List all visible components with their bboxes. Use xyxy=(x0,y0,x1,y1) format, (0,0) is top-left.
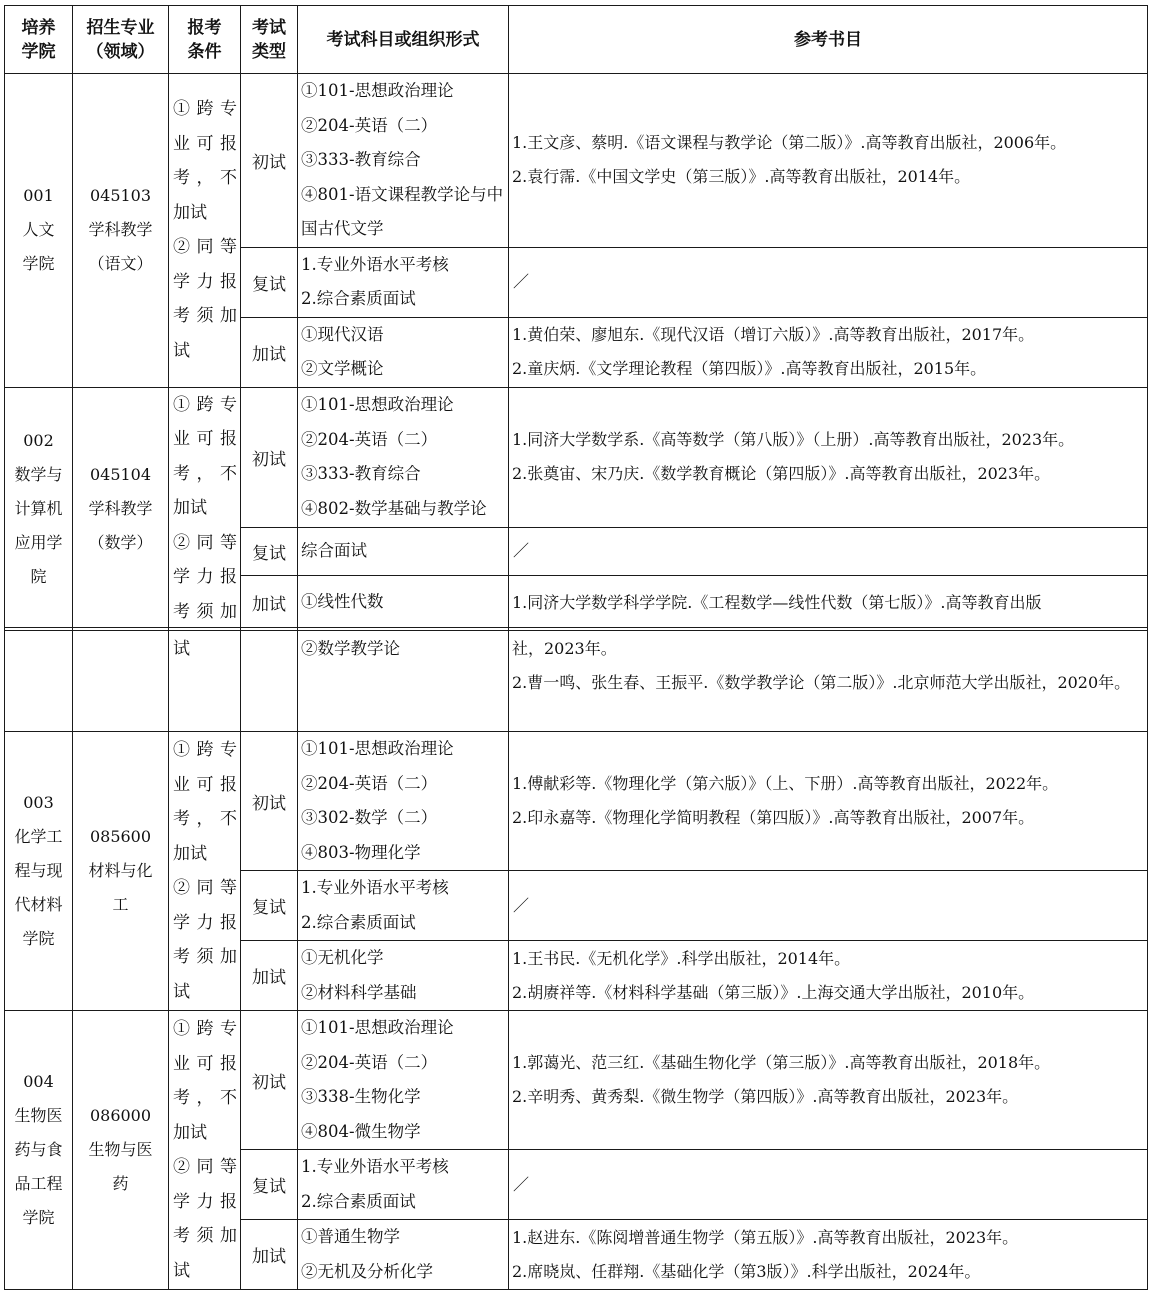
books-cell: 社，2023年。 2.曹一鸣、张生春、王振平.《数学教学论（第二版）》.北京师范大学出版社，2020年。 xyxy=(509,628,1148,732)
header-major: 招生专业（领域） xyxy=(73,6,169,74)
header-condition: 报考条件 xyxy=(169,6,241,74)
college-cell: 003 化学工 程与现 代材料 学院 xyxy=(5,732,73,1011)
books-cell: ／ xyxy=(509,527,1148,575)
exam-type-extra: 加试 xyxy=(241,575,298,630)
subject-cell: 综合面试 xyxy=(298,527,509,575)
subject-cell: ①101-思想政治理论 ②204-英语（二） ③302-数学（二） ④803-物理化学 xyxy=(298,732,509,871)
subject-cell: ①101-思想政治理论 ②204-英语（二） ③333-教育综合 ④801-语文课程教学论与中国古代文学 xyxy=(298,74,509,248)
major-cell: 086000 生物与医 药 xyxy=(73,1011,169,1290)
books-cell: 1.王书民.《无机化学》.科学出版社，2014年。 2.胡赓祥等.《材料科学基础（第三版）》.上海交通大学出版社，2010年。 xyxy=(509,941,1148,1011)
books-cell: 1.郭蔼光、范三红.《基础生物化学（第三版）》.高等教育出版社，2018年。 2.辛明秀、黄秀梨.《微生物学（第四版）》.高等教育出版社，2023年。 xyxy=(509,1011,1148,1150)
major-cell: 045103 学科教学 （语文） xyxy=(73,74,169,388)
header-books: 参考书目 xyxy=(509,6,1148,74)
exam-type-extra: 加试 xyxy=(241,317,298,387)
books-cell: 1.傅献彩等.《物理化学（第六版）》（上、下册）.高等教育出版社，2022年。 2.印永嘉等.《物理化学简明教程（第四版）》.高等教育出版社，2007年。 xyxy=(509,732,1148,871)
exam-type-prelim: 初试 xyxy=(241,1011,298,1150)
books-cell: ／ xyxy=(509,1150,1148,1220)
admission-table-part2 xyxy=(4,627,1148,1290)
table-row xyxy=(5,628,1148,732)
condition-cell: ①跨专 业可报 考，不 加试 ②同等 学力报 考须加 试 xyxy=(169,74,241,388)
table-row xyxy=(5,1011,1148,1150)
subject-cell: ②数学教学论 xyxy=(298,628,509,732)
subject-cell: 1.专业外语水平考核 2.综合素质面试 xyxy=(298,247,509,317)
exam-type-extra: 加试 xyxy=(241,1220,298,1290)
college-cell: 001 人文 学院 xyxy=(5,74,73,388)
exam-type-retest: 复试 xyxy=(241,871,298,941)
condition-cell: ①跨专 业可报 考，不 加试 ②同等 学力报 考须加 xyxy=(169,387,241,630)
books-cell: 1.同济大学数学系.《高等数学（第八版）》（上册）.高等教育出版社，2023年。 2.张奠宙、宋乃庆.《数学教育概论（第四版）》.高等教育出版社，2023年。 xyxy=(509,387,1148,527)
header-college: 培养学院 xyxy=(5,6,73,74)
exam-type-cont xyxy=(241,628,298,732)
table-row xyxy=(5,74,1148,248)
header-exam-type: 考试类型 xyxy=(241,6,298,74)
exam-type-prelim: 初试 xyxy=(241,74,298,248)
books-cell: 1.同济大学数学科学学院.《工程数学—线性代数（第七版）》.高等教育出版 xyxy=(509,575,1148,630)
college-cell-cont xyxy=(5,628,73,732)
header-subject: 考试科目或组织形式 xyxy=(298,6,509,74)
exam-type-extra: 加试 xyxy=(241,941,298,1011)
subject-cell: ①无机化学 ②材料科学基础 xyxy=(298,941,509,1011)
books-cell: 1.黄伯荣、廖旭东.《现代汉语（增订六版）》.高等教育出版社，2017年。 2.童庆炳.《文学理论教程（第四版）》.高等教育出版社，2015年。 xyxy=(509,317,1148,387)
exam-type-prelim: 初试 xyxy=(241,732,298,871)
books-cell: ／ xyxy=(509,871,1148,941)
subject-cell: ①普通生物学 ②无机及分析化学 xyxy=(298,1220,509,1290)
header-row xyxy=(5,6,1148,74)
subject-cell: ①线性代数 xyxy=(298,575,509,630)
college-cell: 004 生物医 药与食 品工程 学院 xyxy=(5,1011,73,1290)
table-row xyxy=(5,732,1148,871)
college-cell: 002 数学与 计算机 应用学 院 xyxy=(5,387,73,630)
table-row xyxy=(5,387,1148,527)
exam-type-retest: 复试 xyxy=(241,247,298,317)
condition-cell: ①跨专 业可报 考，不 加试 ②同等 学力报 考须加 试 xyxy=(169,732,241,1011)
condition-cell-cont: 试 xyxy=(169,628,241,732)
condition-cell: ①跨专 业可报 考，不 加试 ②同等 学力报 考须加 试 xyxy=(169,1011,241,1290)
subject-cell: ①现代汉语 ②文学概论 xyxy=(298,317,509,387)
subject-cell: 1.专业外语水平考核 2.综合素质面试 xyxy=(298,871,509,941)
exam-type-prelim: 初试 xyxy=(241,387,298,527)
books-cell: 1.王文彦、蔡明.《语文课程与教学论（第二版）》.高等教育出版社，2006年。 2.袁行霈.《中国文学史（第三版）》.高等教育出版社，2014年。 xyxy=(509,74,1148,248)
books-cell: ／ xyxy=(509,247,1148,317)
exam-type-retest: 复试 xyxy=(241,527,298,575)
subject-cell: 1.专业外语水平考核 2.综合素质面试 xyxy=(298,1150,509,1220)
admission-table-part1 xyxy=(4,5,1148,631)
subject-cell: ①101-思想政治理论 ②204-英语（二） ③333-教育综合 ④802-数学基础与教学论 xyxy=(298,387,509,527)
subject-cell: ①101-思想政治理论 ②204-英语（二） ③338-生物化学 ④804-微生物学 xyxy=(298,1011,509,1150)
major-cell: 045104 学科教学 （数学） xyxy=(73,387,169,630)
major-cell: 085600 材料与化 工 xyxy=(73,732,169,1011)
books-cell: 1.赵进东.《陈阅增普通生物学（第五版）》.高等教育出版社，2023年。 2.席晓岚、任群翔.《基础化学（第3版）》.科学出版社，2024年。 xyxy=(509,1220,1148,1290)
exam-type-retest: 复试 xyxy=(241,1150,298,1220)
major-cell-cont xyxy=(73,628,169,732)
